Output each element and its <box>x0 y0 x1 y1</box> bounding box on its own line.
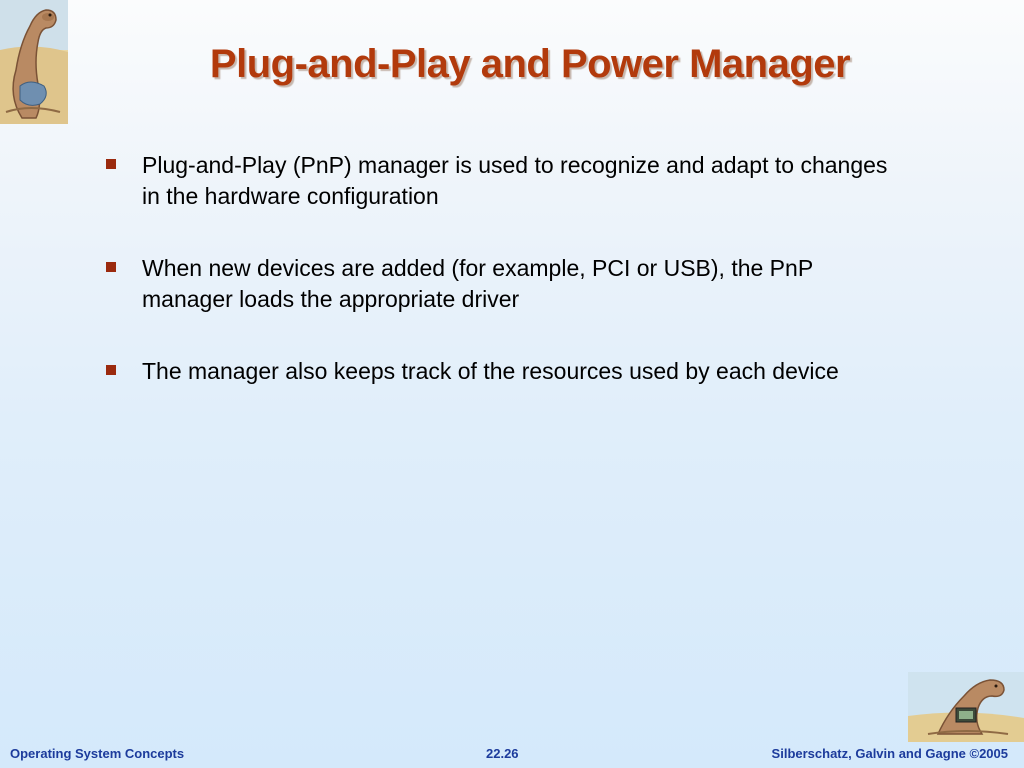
bullet-text: Plug-and-Play (PnP) manager is used to recognize and adapt to changes in the hardware configuration <box>142 152 888 209</box>
footer-book-title: Operating System Concepts <box>10 746 185 761</box>
footer-copyright: Silberschatz, Galvin and Gagne ©2005 <box>771 746 1008 761</box>
bullet-text: The manager also keeps track of the resources used by each device <box>142 358 839 384</box>
bullet-text: When new devices are added (for example, PCI or USB), the PnP manager loads the appropriate driver <box>142 255 813 312</box>
slide-title: Plug-and-Play and Power Manager <box>209 42 851 86</box>
bullet-item <box>104 356 904 387</box>
bullet-item <box>104 150 904 212</box>
square-bullet-icon <box>106 365 116 375</box>
bullet-item <box>104 253 904 315</box>
bullet-list <box>104 150 904 428</box>
footer-slide-number: 22.26 <box>486 746 519 761</box>
dinosaur-illustration-bottom <box>908 672 1024 742</box>
dinosaur-illustration-top <box>0 0 68 124</box>
square-bullet-icon <box>106 159 116 169</box>
square-bullet-icon <box>106 262 116 272</box>
